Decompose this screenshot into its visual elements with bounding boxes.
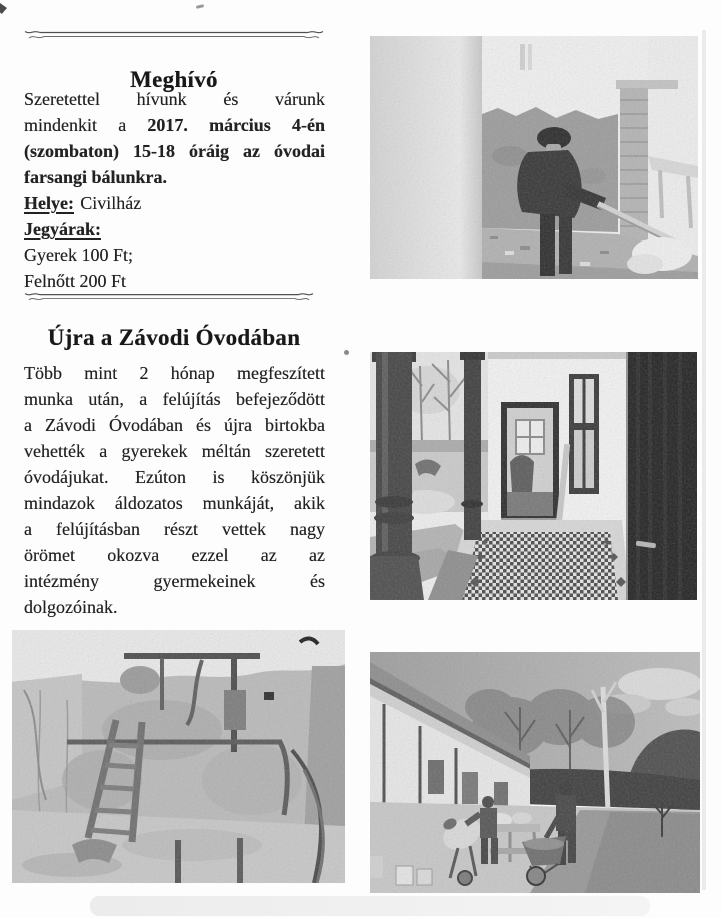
invitation-line: (szombaton) 15-18 óráig az óvodai	[24, 141, 325, 161]
article-line: örömet okozva ezzel az az	[24, 545, 325, 565]
article-line: óvodájukat. Ezúton is köszönjük	[24, 467, 325, 487]
article-line: a Závodi Óvodában és újra birtokba	[24, 415, 325, 435]
invitation-body	[24, 86, 325, 294]
invitation-line: farsangi bálunkra.	[24, 167, 168, 187]
ornamental-divider	[24, 290, 314, 304]
scan-speck	[344, 350, 349, 355]
article-line: a felújításban részt vettek nagy	[24, 519, 325, 539]
venue-line: Helye: Civilház	[24, 193, 142, 213]
scan-edge-shadow	[702, 30, 706, 890]
article-line: Több mint 2 hónap megfeszített	[24, 363, 325, 383]
gutted-room-ladder-photo	[12, 630, 345, 883]
article-title: Újra a Závodi Óvodában	[47, 325, 301, 351]
ornamental-divider	[24, 28, 324, 42]
article-line: munka után, a felújítás befejeződött	[24, 389, 325, 409]
price-child-line: Gyerek 100 Ft;	[24, 245, 133, 265]
renovated-porch-photo	[370, 352, 697, 600]
prices-label-line: Jegyárak:	[24, 219, 101, 239]
invitation-line: Szeretettel hívunk és várunk	[24, 89, 325, 109]
invitation-line: mindenkit a 2017. március 4-én	[24, 115, 326, 135]
article-line: mindazok áldozatos munkáját, akik	[24, 493, 325, 513]
article-line: intézmény gyermekeinek és	[24, 571, 325, 591]
scan-bottom-smudge	[90, 896, 650, 916]
price-adult-line: Felnőtt 200 Ft	[24, 271, 127, 291]
courtyard-work-photo	[370, 652, 700, 893]
demolition-room-photo	[370, 36, 698, 279]
scan-corner-mark	[0, 3, 7, 14]
article-line: vehették a gyerekek méltán szeretett	[24, 441, 325, 461]
invitation-title: Meghívó	[130, 67, 218, 93]
article-body	[24, 360, 325, 620]
scan-speck	[196, 4, 204, 9]
article-line: dolgozóinak.	[24, 597, 118, 617]
